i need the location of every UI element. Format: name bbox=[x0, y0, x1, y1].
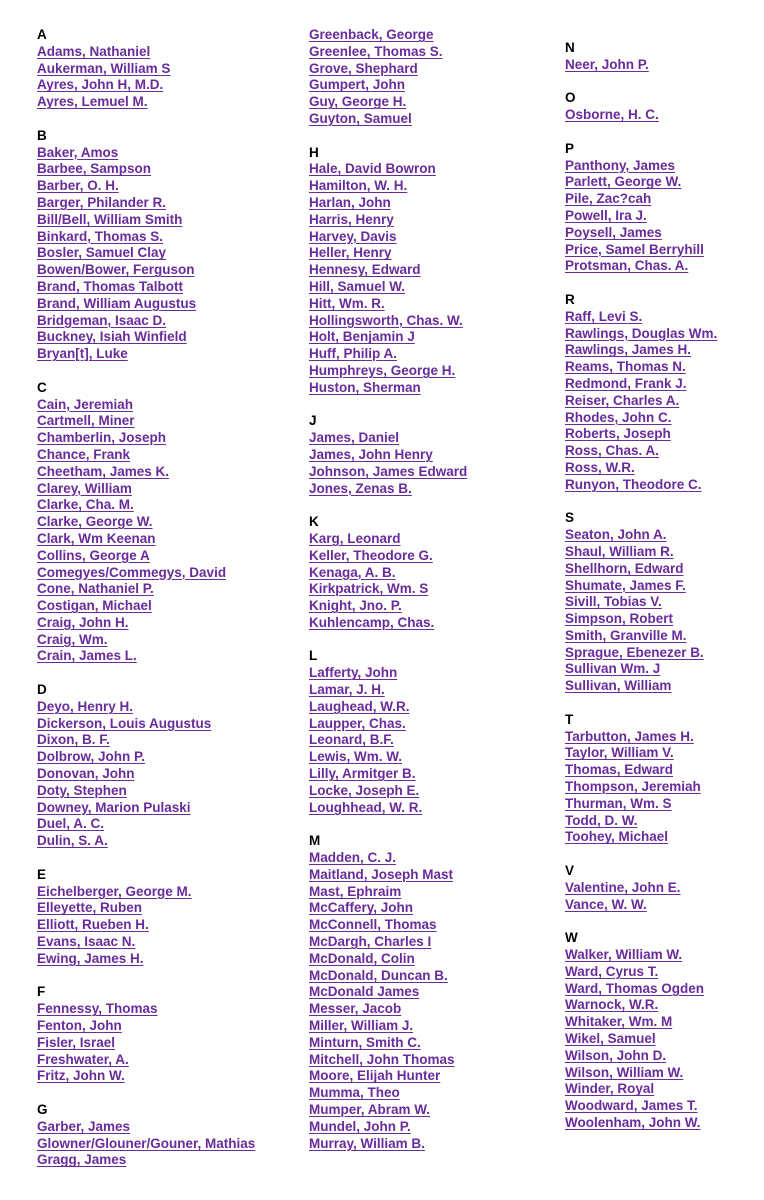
letter-section bbox=[565, 712, 760, 846]
name-link[interactable]: Clarke, George W. bbox=[37, 514, 153, 530]
name-link[interactable]: Collins, George A bbox=[37, 547, 150, 563]
section-letter-heading: M bbox=[309, 833, 321, 849]
section-letter-heading: L bbox=[309, 648, 318, 664]
name-link[interactable]: McDargh, Charles I bbox=[309, 934, 432, 950]
section-letter-heading: V bbox=[565, 863, 575, 879]
name-link[interactable]: Runyon, Theodore C. bbox=[565, 476, 702, 492]
name-link[interactable]: Chamberlin, Joseph bbox=[37, 430, 167, 446]
name-link[interactable]: McCaffery, John bbox=[309, 900, 414, 916]
name-link[interactable]: McConnell, Thomas bbox=[309, 917, 437, 933]
name-link[interactable]: Craig, Wm. bbox=[37, 631, 108, 647]
name-link[interactable]: Roberts, Joseph bbox=[565, 426, 671, 442]
name-link[interactable]: Sullivan Wm. J bbox=[565, 661, 661, 677]
name-link[interactable]: Hollingsworth, Chas. W. bbox=[309, 312, 463, 328]
letter-section bbox=[565, 292, 760, 494]
name-link[interactable]: Gumpert, John bbox=[309, 77, 406, 93]
name-link[interactable]: Greenback, George bbox=[309, 27, 434, 42]
name-link[interactable]: Cartmell, Miner bbox=[37, 413, 135, 429]
name-link[interactable]: Smith, Granville M. bbox=[565, 627, 687, 643]
section-letter-heading: G bbox=[37, 1102, 48, 1117]
letter-section bbox=[37, 867, 305, 968]
name-link[interactable]: Dolbrow, John P. bbox=[37, 749, 146, 765]
name-link[interactable]: Costigan, Michael bbox=[37, 598, 152, 614]
name-link[interactable]: Freshwater, A. bbox=[37, 1051, 129, 1067]
name-link[interactable]: Aukerman, William S bbox=[37, 60, 171, 76]
name-link[interactable]: Panthony, James bbox=[565, 157, 676, 173]
name-link[interactable]: Ayres, John H, M.D. bbox=[37, 77, 164, 93]
letter-section bbox=[565, 510, 760, 695]
name-link[interactable]: Woodward, James T. bbox=[565, 1098, 698, 1114]
name-link[interactable]: Hill, Samuel W. bbox=[309, 278, 406, 294]
section-letter-heading: P bbox=[565, 140, 575, 156]
name-link[interactable]: James, Daniel bbox=[309, 430, 400, 446]
name-link[interactable]: Ross, W.R. bbox=[565, 459, 635, 475]
name-link[interactable]: Sivill, Tobias V. bbox=[565, 594, 662, 610]
section-letter-heading: H bbox=[309, 144, 319, 160]
letter-section bbox=[309, 648, 559, 816]
name-link[interactable]: Toohey, Michael bbox=[565, 829, 669, 845]
name-link[interactable]: Mitchell, John Thomas bbox=[309, 1051, 455, 1067]
name-link[interactable]: Messer, Jacob bbox=[309, 1001, 402, 1017]
name-link[interactable]: Winder, Royal bbox=[565, 1081, 655, 1097]
name-link[interactable]: Baker, Amos bbox=[37, 144, 119, 160]
name-link[interactable]: Locke, Joseph E. bbox=[309, 782, 420, 798]
name-link[interactable]: Harris, Henry bbox=[309, 211, 394, 227]
section-letter-heading: S bbox=[565, 510, 575, 526]
name-link[interactable]: Donovan, John bbox=[37, 766, 135, 782]
name-link[interactable]: Fritz, John W. bbox=[37, 1068, 125, 1084]
name-link[interactable]: Protsman, Chas. A. bbox=[565, 258, 689, 274]
name-link[interactable]: Whitaker, Wm. M bbox=[565, 1014, 673, 1030]
name-link[interactable]: Murray, William B. bbox=[309, 1135, 425, 1151]
name-link[interactable]: Rawlings, James H. bbox=[565, 342, 692, 358]
name-link[interactable]: Ward, Cyrus T. bbox=[565, 963, 659, 979]
name-link[interactable]: Clarke, Cha. M. bbox=[37, 497, 134, 513]
letter-section bbox=[37, 682, 305, 850]
index-column-3 bbox=[565, 40, 760, 1149]
name-link[interactable]: Bill/Bell, William Smith bbox=[37, 211, 183, 227]
name-link[interactable]: Thompson, Jeremiah bbox=[565, 779, 701, 795]
name-link[interactable]: Wikel, Samuel bbox=[565, 1031, 656, 1047]
name-link[interactable]: Fennessy, Thomas bbox=[37, 1001, 158, 1017]
name-link[interactable]: Hamilton, W. H. bbox=[309, 178, 408, 194]
name-link[interactable]: Fisler, Israel bbox=[37, 1034, 116, 1050]
name-link[interactable]: Thurman, Wm. S bbox=[565, 795, 672, 811]
name-link[interactable]: Shellhorn, Edward bbox=[565, 560, 684, 576]
name-link[interactable]: Tarbutton, James H. bbox=[565, 728, 694, 744]
name-link[interactable]: Woolenham, John W. bbox=[565, 1115, 701, 1130]
name-link[interactable]: Raff, Levi S. bbox=[565, 308, 643, 324]
name-link[interactable]: Elleyette, Ruben bbox=[37, 900, 143, 916]
name-link[interactable]: Barbee, Sampson bbox=[37, 161, 152, 177]
section-letter-heading: E bbox=[37, 866, 47, 882]
name-link[interactable]: Miller, William J. bbox=[309, 1018, 414, 1034]
name-link[interactable]: Keller, Theodore G. bbox=[309, 547, 433, 563]
name-link[interactable]: Brand, William Augustus bbox=[37, 295, 197, 311]
name-link[interactable]: Mast, Ephraim bbox=[309, 883, 402, 899]
name-link[interactable]: Buckney, Isiah Winfield bbox=[37, 329, 187, 345]
name-link[interactable]: Greenlee, Thomas S. bbox=[309, 43, 443, 59]
section-letter-heading: T bbox=[565, 711, 574, 727]
name-link[interactable]: Reams, Thomas N. bbox=[565, 359, 686, 375]
name-link[interactable]: Walker, William W. bbox=[565, 947, 683, 963]
name-link[interactable]: Garber, James bbox=[37, 1118, 131, 1134]
name-link[interactable]: Dulin, S. A. bbox=[37, 833, 108, 849]
name-link[interactable]: Craig, John H. bbox=[37, 614, 129, 630]
name-link[interactable]: Gragg, James bbox=[37, 1152, 127, 1168]
letter-section bbox=[309, 145, 559, 397]
name-link[interactable]: Humphreys, George H. bbox=[309, 362, 456, 378]
name-link[interactable]: James, John Henry bbox=[309, 446, 433, 462]
name-link[interactable]: Powell, Ira J. bbox=[565, 207, 647, 223]
name-link[interactable]: Knight, Jno. P. bbox=[309, 598, 402, 614]
letter-section bbox=[37, 984, 305, 1085]
name-link[interactable]: Seaton, John A. bbox=[565, 527, 667, 543]
name-link[interactable]: Taylor, William V. bbox=[565, 745, 674, 761]
name-link[interactable]: Redmond, Frank J. bbox=[565, 375, 687, 391]
name-link[interactable]: Kenaga, A. B. bbox=[309, 564, 396, 580]
name-link[interactable]: Mundel, John P. bbox=[309, 1118, 411, 1134]
letter-section bbox=[37, 128, 305, 363]
letter-section bbox=[37, 1102, 305, 1169]
name-link[interactable]: Ayres, Lemuel M. bbox=[37, 94, 148, 110]
name-link[interactable]: Evans, Isaac N. bbox=[37, 934, 136, 950]
name-link[interactable]: Ward, Thomas Ogden bbox=[565, 980, 705, 996]
name-link[interactable]: Laughead, W.R. bbox=[309, 698, 410, 714]
letter-section bbox=[37, 380, 305, 666]
name-link[interactable]: Comegyes/Commegys, David bbox=[37, 564, 227, 580]
name-link[interactable]: Hale, David Bowron bbox=[309, 161, 436, 177]
letter-section bbox=[309, 514, 559, 632]
name-link[interactable]: Mumper, Abram W. bbox=[309, 1102, 431, 1117]
name-link[interactable]: Valentine, John E. bbox=[565, 879, 681, 895]
letter-section bbox=[309, 27, 559, 128]
name-link[interactable]: Moore, Elijah Hunter bbox=[309, 1068, 441, 1084]
name-link[interactable]: Shaul, William R. bbox=[565, 543, 674, 559]
name-link[interactable]: McDonald, Duncan B. bbox=[309, 967, 448, 983]
section-letter-heading: B bbox=[37, 127, 47, 143]
section-letter-heading: O bbox=[565, 90, 576, 106]
name-link[interactable]: Dickerson, Louis Augustus bbox=[37, 715, 212, 731]
name-link[interactable]: Maitland, Joseph Mast bbox=[309, 866, 454, 882]
name-link[interactable]: Cheetham, James K. bbox=[37, 463, 170, 479]
name-link[interactable]: Barger, Philander R. bbox=[37, 194, 167, 210]
name-link[interactable]: Wilson, William W. bbox=[565, 1064, 684, 1080]
section-letter-heading: A bbox=[37, 27, 47, 42]
name-link[interactable]: Barber, O. H. bbox=[37, 178, 119, 194]
name-link[interactable]: Lamar, J. H. bbox=[309, 682, 385, 698]
name-link[interactable]: Reiser, Charles A. bbox=[565, 392, 680, 408]
name-link[interactable]: Minturn, Smith C. bbox=[309, 1034, 421, 1050]
name-link[interactable]: Downey, Marion Pulaski bbox=[37, 799, 191, 815]
name-link[interactable]: Harlan, John bbox=[309, 194, 391, 210]
section-letter-heading: C bbox=[37, 379, 47, 395]
section-letter-heading: F bbox=[37, 984, 46, 1000]
name-link[interactable]: Chance, Frank bbox=[37, 446, 131, 462]
name-link[interactable]: Brand, Thomas Talbott bbox=[37, 278, 184, 294]
name-link[interactable]: Simpson, Robert bbox=[565, 611, 674, 627]
name-link[interactable]: Binkard, Thomas S. bbox=[37, 228, 164, 244]
name-link[interactable]: Bryan[t], Luke bbox=[37, 346, 128, 362]
name-link[interactable]: Glowner/Glouner/Gouner, Mathias bbox=[37, 1135, 256, 1151]
section-letter-heading: K bbox=[309, 514, 319, 530]
name-link[interactable]: Karg, Leonard bbox=[309, 530, 401, 546]
name-link[interactable]: Ewing, James H. bbox=[37, 950, 144, 966]
name-link[interactable]: Lewis, Wm. W. bbox=[309, 749, 403, 765]
name-link[interactable]: Sullivan, William bbox=[565, 678, 672, 694]
name-link[interactable]: Holt, Benjamin J bbox=[309, 329, 415, 345]
name-link[interactable]: Elliott, Rueben H. bbox=[37, 917, 149, 933]
name-link[interactable]: Poysell, James bbox=[565, 224, 662, 240]
section-letter-heading: J bbox=[309, 413, 317, 429]
name-link[interactable]: Grove, Shephard bbox=[309, 60, 418, 76]
name-link[interactable]: Huston, Sherman bbox=[309, 379, 421, 395]
name-link[interactable]: Loughhead, W. R. bbox=[309, 799, 423, 815]
name-link[interactable]: Doty, Stephen bbox=[37, 782, 127, 798]
name-link[interactable]: Cone, Nathaniel P. bbox=[37, 581, 154, 597]
name-link[interactable]: Ross, Chas. A. bbox=[565, 443, 660, 459]
name-link[interactable]: Cain, Jeremiah bbox=[37, 396, 134, 412]
name-link[interactable]: Hennesy, Edward bbox=[309, 262, 421, 278]
letter-section bbox=[565, 141, 760, 275]
name-link[interactable]: Bridgeman, Isaac D. bbox=[37, 312, 167, 328]
name-link[interactable]: Pile, Zac?cah bbox=[565, 191, 652, 207]
name-link[interactable]: Eichelberger, George M. bbox=[37, 883, 192, 899]
index-column-2 bbox=[309, 27, 559, 1169]
name-link[interactable]: Clarey, William bbox=[37, 480, 132, 496]
name-link[interactable]: Huff, Philip A. bbox=[309, 346, 397, 362]
name-link[interactable]: Mumma, Theo bbox=[309, 1085, 400, 1101]
name-link[interactable]: Sprague, Ebenezer B. bbox=[565, 644, 704, 660]
name-link[interactable]: Kirkpatrick, Wm. S bbox=[309, 581, 429, 597]
name-link[interactable]: Thomas, Edward bbox=[565, 762, 674, 778]
letter-section bbox=[565, 930, 760, 1132]
name-link[interactable]: Guy, George H. bbox=[309, 94, 407, 110]
section-letter-heading: R bbox=[565, 291, 575, 307]
name-link[interactable]: Price, Samel Berryhill bbox=[565, 241, 704, 257]
name-link[interactable]: Duel, A. C. bbox=[37, 816, 105, 832]
letter-section bbox=[309, 413, 559, 497]
letter-section bbox=[565, 863, 760, 913]
name-link[interactable]: Hitt, Wm. R. bbox=[309, 295, 385, 311]
name-link[interactable]: Heller, Henry bbox=[309, 245, 392, 261]
name-link[interactable]: Clark, Wm Keenan bbox=[37, 530, 156, 546]
name-link[interactable]: Dixon, B. F. bbox=[37, 732, 110, 748]
name-link[interactable]: Adams, Nathaniel bbox=[37, 43, 151, 59]
name-link[interactable]: Lafferty, John bbox=[309, 665, 398, 681]
name-link[interactable]: Kuhlencamp, Chas. bbox=[309, 614, 435, 630]
name-link[interactable]: Guyton, Samuel bbox=[309, 110, 412, 126]
letter-section bbox=[309, 833, 559, 1152]
name-link[interactable]: Parlett, George W. bbox=[565, 174, 682, 190]
letter-section bbox=[565, 90, 760, 124]
name-link[interactable]: Madden, C. J. bbox=[309, 850, 397, 866]
name-link[interactable]: Todd, D. W. bbox=[565, 812, 638, 828]
name-link[interactable]: Jones, Zenas B. bbox=[309, 480, 412, 496]
name-link[interactable]: McDonald James bbox=[309, 984, 420, 1000]
name-link[interactable]: Osborne, H. C. bbox=[565, 107, 659, 123]
name-link[interactable]: Harvey, Davis bbox=[309, 228, 397, 244]
name-link[interactable]: Rawlings, Douglas Wm. bbox=[565, 325, 718, 341]
name-link[interactable]: Rhodes, John C. bbox=[565, 409, 672, 425]
section-letter-heading: N bbox=[565, 40, 575, 55]
section-letter-heading: D bbox=[37, 682, 47, 698]
name-link[interactable]: Vance, W. W. bbox=[565, 896, 647, 912]
name-link[interactable]: Laupper, Chas. bbox=[309, 715, 406, 731]
name-link[interactable]: Crain, James L. bbox=[37, 648, 137, 664]
name-link[interactable]: Warnock, W.R. bbox=[565, 997, 659, 1013]
name-link[interactable]: Shumate, James F. bbox=[565, 577, 686, 593]
name-link[interactable]: Bosler, Samuel Clay bbox=[37, 245, 167, 261]
name-link[interactable]: Leonard, B.F. bbox=[309, 732, 394, 748]
name-link[interactable]: Lilly, Armitger B. bbox=[309, 766, 416, 782]
letter-section bbox=[37, 27, 305, 111]
index-column-1 bbox=[37, 27, 305, 1186]
name-link[interactable]: Wilson, John D. bbox=[565, 1047, 667, 1063]
name-link[interactable]: Bowen/Bower, Ferguson bbox=[37, 262, 195, 278]
name-link[interactable]: Neer, John P. bbox=[565, 56, 649, 72]
name-link[interactable]: Fenton, John bbox=[37, 1018, 122, 1034]
section-letter-heading: W bbox=[565, 930, 578, 946]
letter-section bbox=[565, 40, 760, 74]
name-link[interactable]: Deyo, Henry H. bbox=[37, 698, 134, 714]
name-link[interactable]: Johnson, James Edward bbox=[309, 463, 468, 479]
name-link[interactable]: McDonald, Colin bbox=[309, 950, 415, 966]
